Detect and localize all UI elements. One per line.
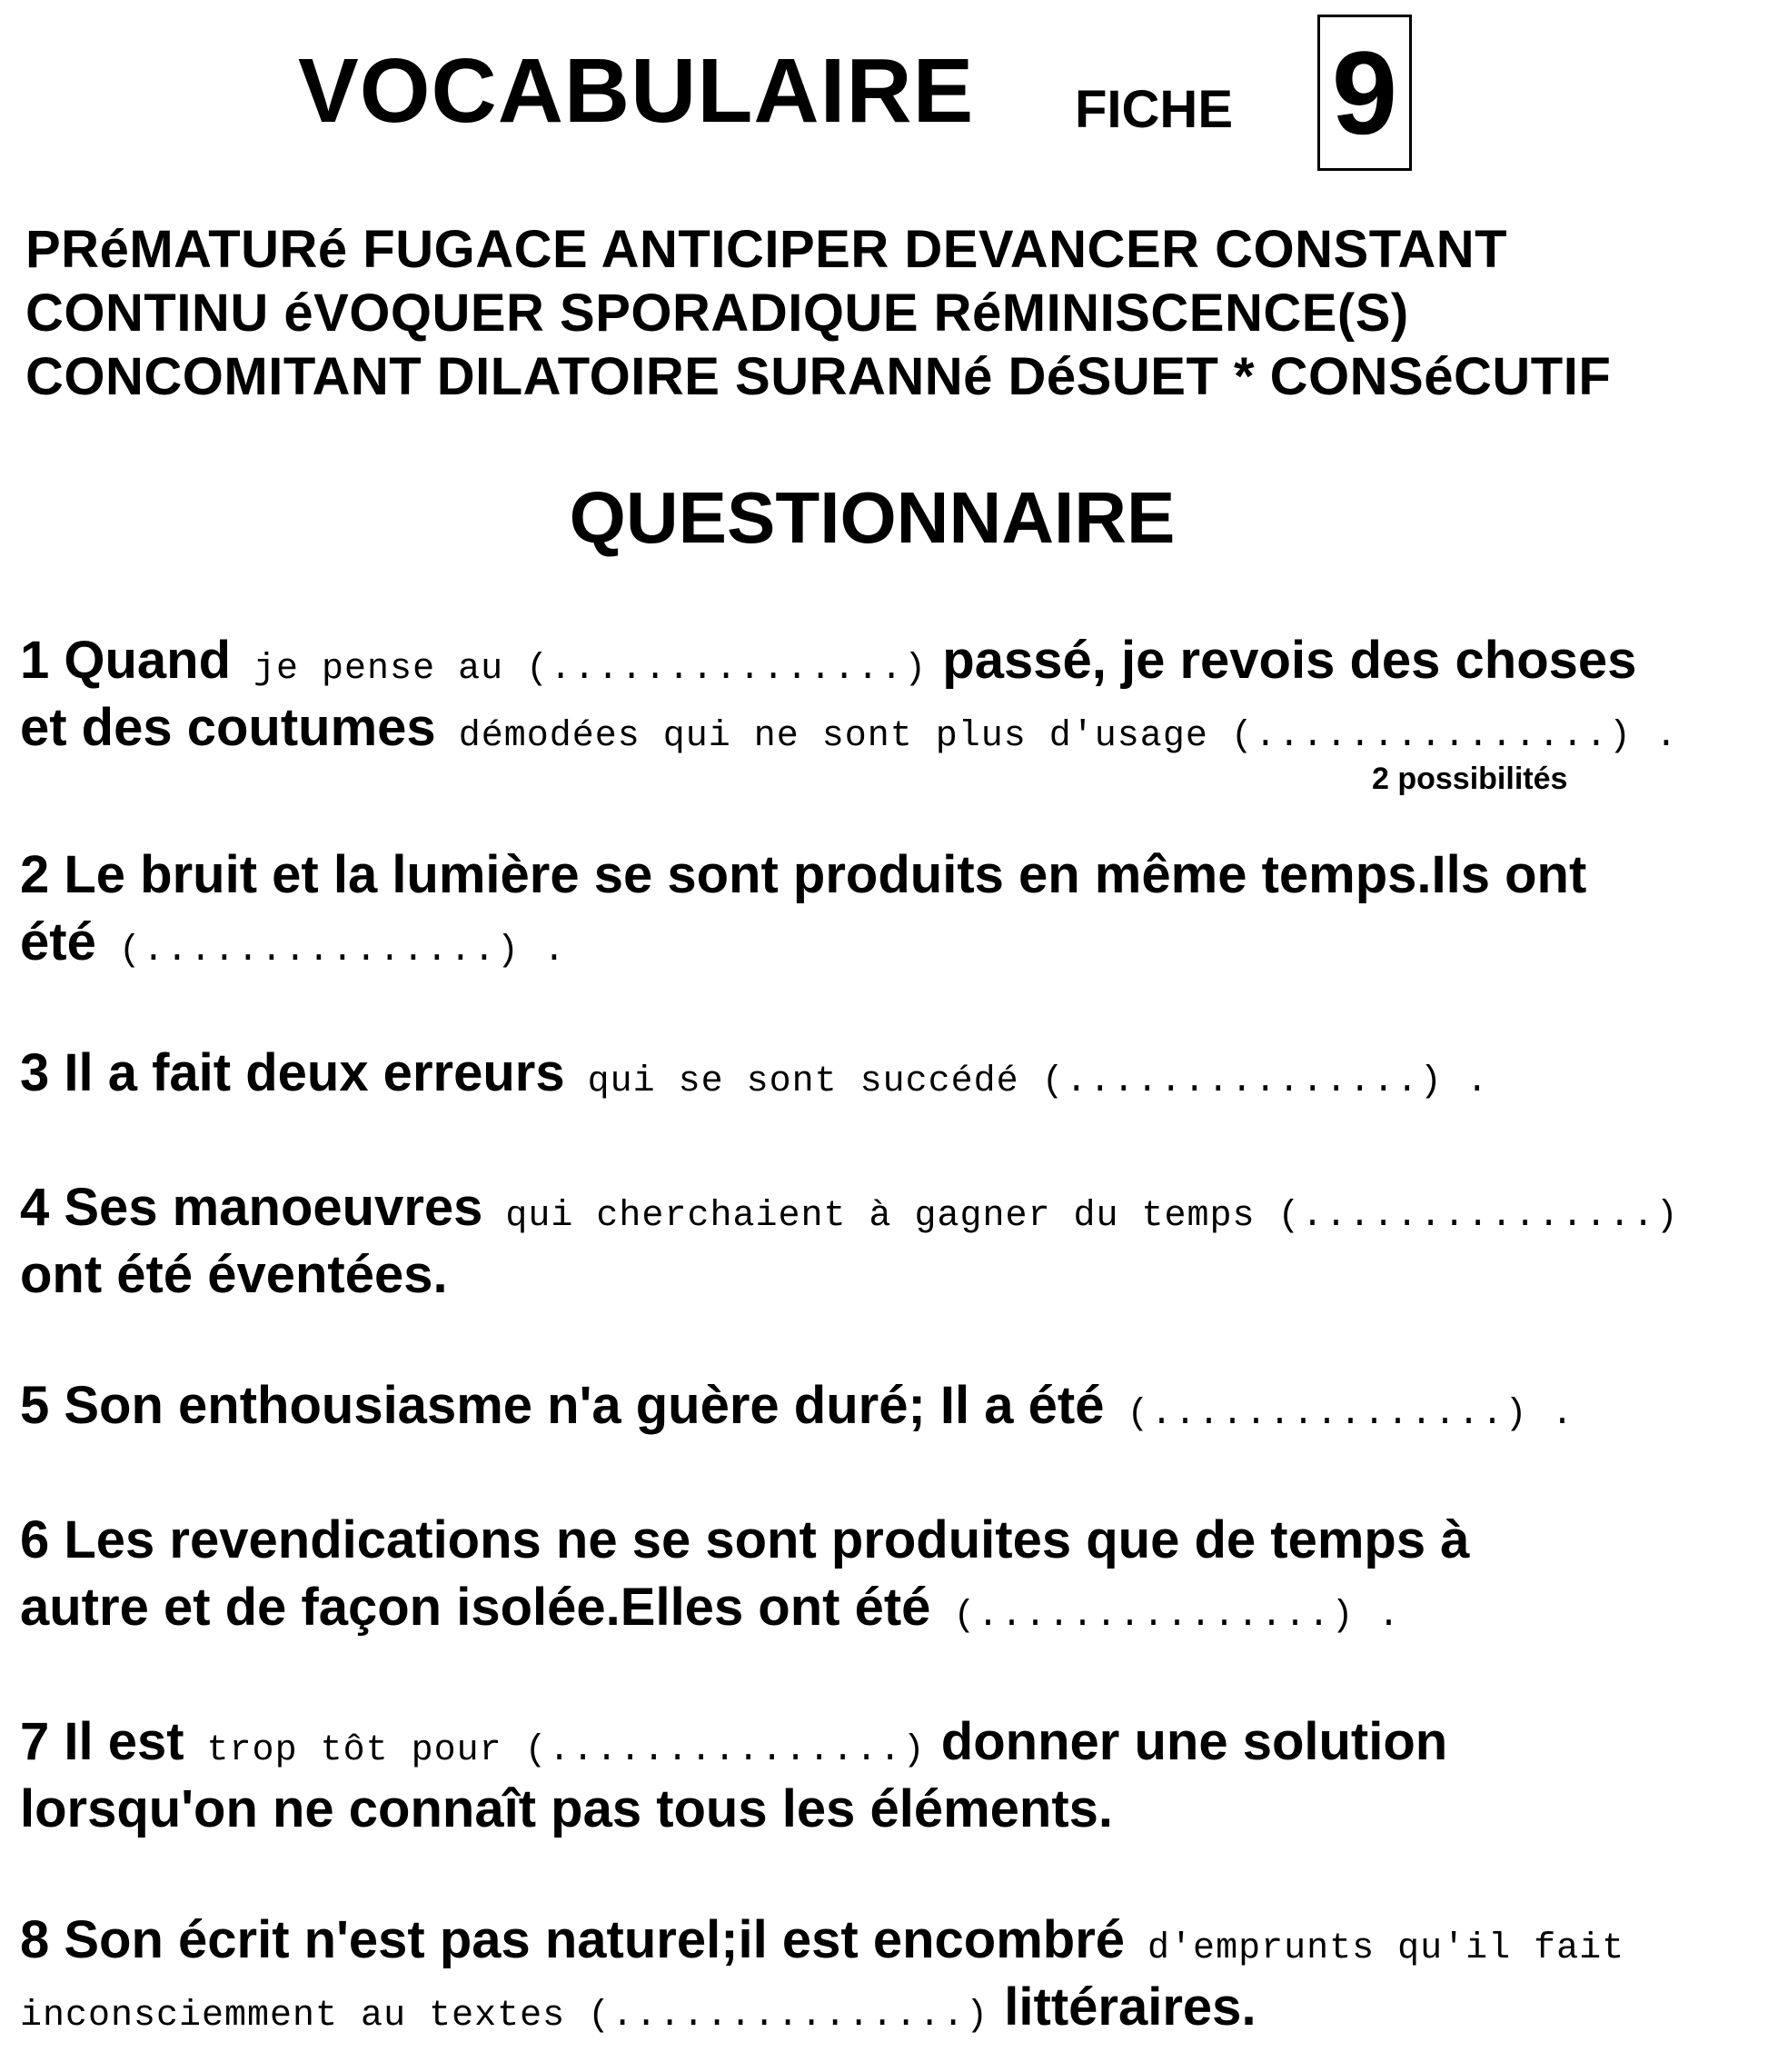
- question-text: inconsciemment au textes: [20, 1996, 589, 2037]
- question-8: [20, 1907, 1773, 2052]
- answer-blank[interactable]: (...............): [953, 1596, 1356, 1637]
- question-4: [20, 1174, 1773, 1372]
- question-text: démodées qui ne sont plus d'usage: [435, 716, 1231, 757]
- question-text: .: [1443, 1061, 1489, 1102]
- question-text: ont été éventées.: [20, 1245, 448, 1304]
- question-text: 4 Ses manoeuvres: [20, 1178, 483, 1237]
- question-text: .: [1355, 1596, 1401, 1637]
- answer-blank[interactable]: (...............): [1277, 1196, 1680, 1237]
- answer-blank[interactable]: (...............): [1230, 716, 1633, 757]
- question-line: [20, 1040, 1773, 1107]
- question-text: .: [520, 931, 566, 971]
- question-text: 8 Son écrit n'est pas naturel;il est encombré: [20, 1910, 1126, 1969]
- question-text: 1 Quand: [20, 631, 232, 690]
- answer-blank[interactable]: (...............): [524, 1730, 927, 1771]
- question-text: 7 Il est: [20, 1712, 184, 1771]
- question-3: [20, 1040, 1773, 1174]
- question-text: trop tôt pour: [184, 1730, 525, 1771]
- question-text: 6 Les revendications ne se sont produites que de temps à: [20, 1510, 1470, 1569]
- question-line: [20, 909, 1773, 976]
- question-text: littéraires.: [989, 1977, 1257, 2037]
- question-1: [20, 627, 1773, 842]
- question-text: lorsqu'on ne connaît pas tous les éléments.: [20, 1779, 1114, 1838]
- question-text: .: [1632, 716, 1678, 757]
- word-list-line: CONCOMITANT DILATOIRE SURANNé DéSUET * CONSéCUTIF: [25, 347, 1612, 406]
- answer-blank[interactable]: (...............): [1127, 1394, 1529, 1435]
- fiche-label: FICHE: [1075, 80, 1233, 139]
- word-list-line: CONTINU éVOQUER SPORADIQUE RéMINISCENCE(S): [25, 284, 1409, 343]
- question-5: [20, 1372, 1773, 1507]
- question-text: qui cherchaient à gagner du temps: [482, 1196, 1278, 1237]
- question-2: [20, 842, 1773, 1040]
- question-text: qui se sont succédé: [564, 1061, 1042, 1102]
- hint-note: 2 possibilités: [1372, 762, 1568, 796]
- vocabulary-word-list: [25, 218, 1770, 409]
- question-line: [20, 1174, 1773, 1241]
- fiche-number: 9: [1331, 26, 1398, 159]
- question-text: 3 Il a fait deux erreurs: [20, 1043, 565, 1102]
- question-text: 5 Son enthousiasme n'a guère duré; Il a été: [20, 1376, 1105, 1435]
- question-text: .: [1528, 1394, 1574, 1435]
- question-list: [20, 627, 1773, 2052]
- question-7: [20, 1708, 1773, 1907]
- worksheet-header: [0, 11, 1788, 184]
- answer-blank[interactable]: (...............): [1041, 1061, 1444, 1102]
- question-line: [20, 1708, 1773, 1776]
- question-line: [20, 1907, 1773, 1974]
- question-line: [20, 1372, 1773, 1439]
- question-line: [20, 1776, 1773, 1843]
- question-line: [20, 1507, 1773, 1574]
- question-text: 2 Le bruit et la lumière se sont produits en même temps.Ils ont: [20, 845, 1587, 904]
- questionnaire-title: QUESTIONNAIRE: [569, 477, 1176, 558]
- question-text: donner une solution: [926, 1712, 1448, 1771]
- question-text: autre et de façon isolée.Elles ont été: [20, 1578, 931, 1637]
- question-line: [20, 627, 1773, 694]
- worksheet-title: VOCABULAIRE: [298, 40, 975, 142]
- question-text: d'emprunts qu'il fait: [1125, 1928, 1625, 1969]
- word-list-line: PRéMATURé FUGACE ANTICIPER DEVANCER CONSTANT: [25, 220, 1508, 279]
- question-text: je pense au: [231, 649, 527, 690]
- question-line: [20, 842, 1773, 909]
- question-line: [20, 1241, 1773, 1309]
- fiche-number-box: [1317, 15, 1412, 171]
- answer-blank[interactable]: (...............): [588, 1996, 990, 2037]
- question-line: [20, 694, 1773, 762]
- question-text: passé, je revois des choses: [928, 631, 1637, 690]
- question-text: et des coutumes: [20, 698, 436, 757]
- question-line: [20, 1974, 1773, 2041]
- answer-blank[interactable]: (...............): [526, 649, 929, 690]
- question-6: [20, 1507, 1773, 1708]
- question-line: [20, 1574, 1773, 1641]
- answer-blank[interactable]: (...............): [118, 931, 521, 971]
- question-text: été: [20, 912, 96, 971]
